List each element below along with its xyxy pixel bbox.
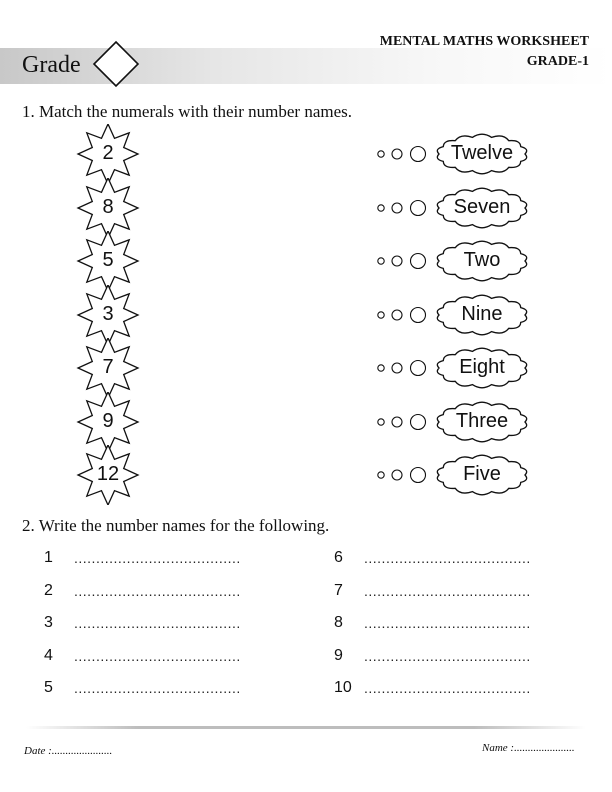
answer-blank-3[interactable]: ......................................	[74, 615, 241, 631]
numeral-8: 8	[102, 195, 114, 218]
connector-dots-icon	[372, 410, 432, 434]
write-num-1: 1	[44, 549, 53, 566]
numeral-5: 5	[102, 249, 114, 271]
write-num-8: 8	[334, 614, 343, 631]
grade-label: Grade	[22, 52, 81, 78]
answer-blank-6[interactable]: ......................................	[364, 550, 531, 566]
write-num-4: 4	[44, 647, 53, 664]
write-num-6: 6	[334, 549, 343, 566]
write-num-3: 3	[44, 614, 53, 631]
number-word-three: Three	[455, 409, 509, 432]
worksheet-grade: GRADE-1	[526, 54, 589, 69]
answer-blank-9[interactable]: ......................................	[364, 648, 531, 664]
write-num-5: 5	[44, 679, 53, 696]
name-field[interactable]: Name :......................	[482, 742, 575, 754]
number-word-two: Two	[463, 249, 501, 271]
connector-dots-icon	[372, 303, 432, 327]
connector-dots-icon	[372, 356, 432, 380]
answer-blank-10[interactable]: ......................................	[364, 680, 531, 696]
grade-diamond	[92, 40, 140, 88]
number-word-nine: Nine	[461, 302, 503, 325]
number-word-five: Five	[463, 463, 501, 485]
write-num-9: 9	[334, 647, 343, 664]
connector-dots-icon	[372, 249, 432, 273]
answer-blank-5[interactable]: ......................................	[74, 680, 241, 696]
worksheet-title	[380, 32, 589, 72]
number-word-seven: Seven	[453, 195, 511, 218]
numeral-2: 2	[102, 142, 114, 164]
numeral-3: 3	[102, 302, 114, 325]
numeral-7: 7	[102, 356, 114, 378]
question-2-title: 2. Write the number names for the following.	[22, 516, 330, 535]
worksheet-title-main: MENTAL MATHS WORKSHEET	[379, 34, 589, 49]
write-num-10: 10	[334, 679, 352, 696]
numeral-9: 9	[102, 409, 114, 432]
write-num-7: 7	[334, 582, 343, 599]
connector-dots-icon	[372, 142, 432, 166]
answer-blank-1[interactable]: ......................................	[74, 550, 241, 566]
numeral-12: 12	[96, 463, 120, 485]
answer-blank-7[interactable]: ......................................	[364, 583, 531, 599]
number-word-eight: Eight	[459, 356, 505, 378]
footer-divider	[26, 726, 586, 729]
connector-dots-icon	[372, 196, 432, 220]
write-num-2: 2	[44, 582, 53, 599]
answer-blank-2[interactable]: ......................................	[74, 583, 241, 599]
connector-dots-icon	[372, 463, 432, 487]
date-field[interactable]: Date :......................	[24, 745, 113, 757]
question-1-title: 1. Match the numerals with their number names.	[22, 102, 352, 121]
answer-blank-4[interactable]: ......................................	[74, 648, 241, 664]
number-word-twelve: Twelve	[450, 142, 514, 164]
answer-blank-8[interactable]: ......................................	[364, 615, 531, 631]
